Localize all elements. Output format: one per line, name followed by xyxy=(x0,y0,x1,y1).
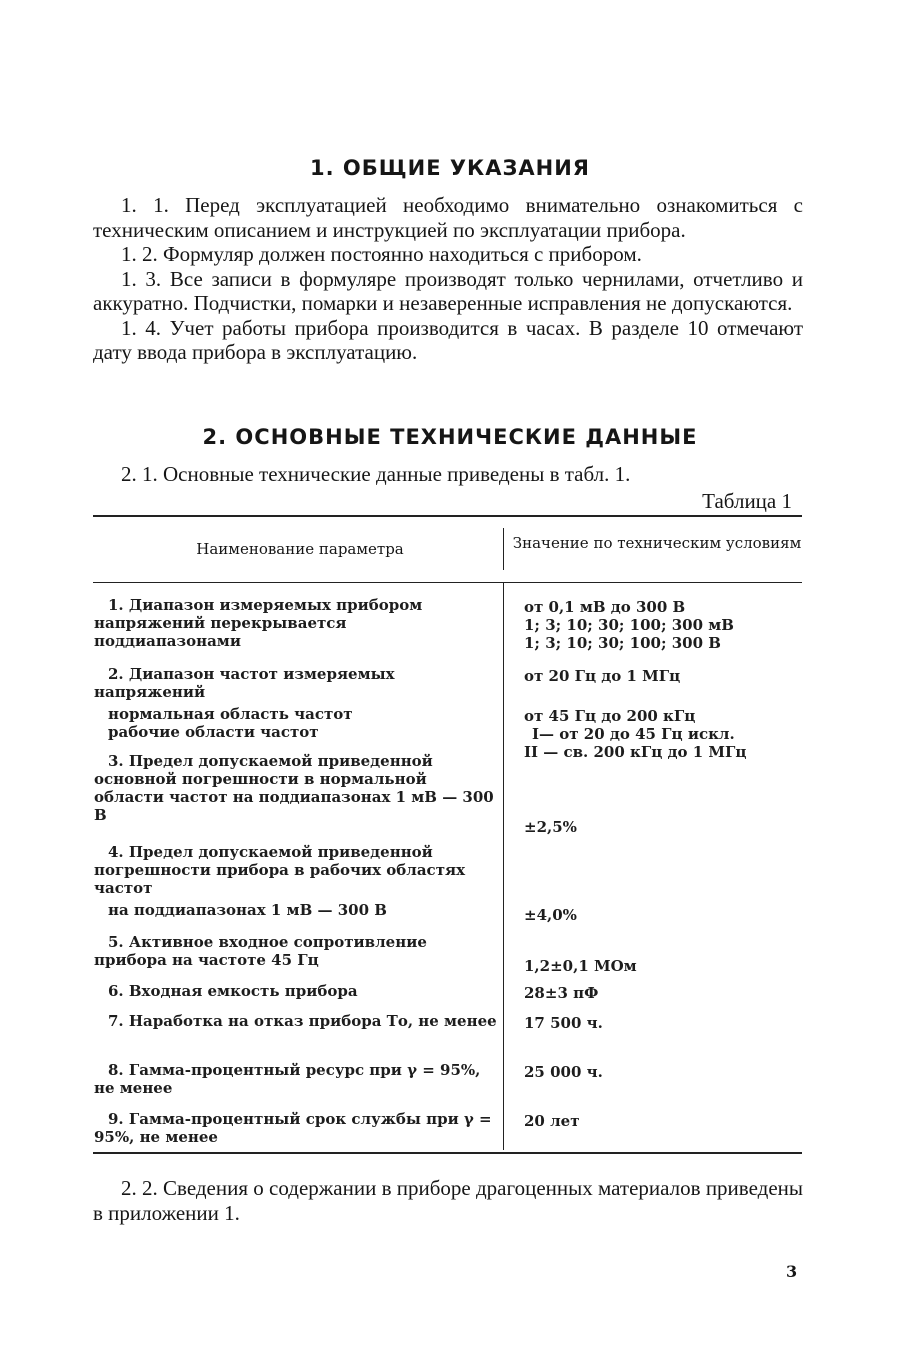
table-row-9-param: 9. Гамма-процентный срок службы при γ = 95%, не менее xyxy=(94,1110,492,1146)
section-1-title: 1. ОБЩИЕ УКАЗАНИЯ xyxy=(310,156,590,180)
page-number: 3 xyxy=(786,1262,798,1281)
table-row-2-param: 2. Диапазон частот измеряемых напряжений нормальная область частот рабочие области частот xyxy=(94,665,395,741)
section-2-intro xyxy=(93,462,803,487)
table-header-divider xyxy=(503,528,504,570)
table-header-param: Наименование параметра xyxy=(196,540,404,558)
table-column-divider xyxy=(503,583,504,1150)
paragraph-1-4: 1. 4. Учет работы прибора производится в часах. В разделе 10 отмечают дату ввода прибора в эксплуатацию. xyxy=(93,315,803,364)
table-row-6-value: 28±3 пФ xyxy=(524,984,599,1002)
section-2-title: 2. ОСНОВНЫЕ ТЕХНИЧЕСКИЕ ДАННЫЕ xyxy=(202,425,698,449)
table-row-4-value: ±4,0% xyxy=(524,906,577,924)
table-row-1-values: от 0,1 мВ до 300 В 1; 3; 10; 30; 100; 300 мВ 1; 3; 10; 30; 100; 300 В xyxy=(524,598,734,652)
paragraph-1-2: 1. 2. Формуляр должен постоянно находиться с прибором. xyxy=(121,242,642,266)
paragraph-1-1: 1. 1. Перед эксплуатацией необходимо внимательно ознакомиться с техническим описанием и инструкцией по эксплуатации прибора. xyxy=(93,193,803,242)
table-header-rule xyxy=(93,582,802,583)
section-2-footer xyxy=(93,1176,803,1226)
table-row-8-value: 25 000 ч. xyxy=(524,1063,603,1081)
table-row-1-param: 1. Диапазон измеряемых прибором напряжений перекрывается поддиапазонами xyxy=(94,596,423,650)
table-header-value: Значение по техническим условиям xyxy=(512,534,802,552)
table-row-4-param: 4. Предел допускаемой приведенной погрешности прибора в рабочих областях частот на поддиапазонах 1 мВ — 300 В xyxy=(94,843,466,919)
table-top-rule xyxy=(93,515,802,517)
paragraph-1-3: 1. 3. Все записи в формуляре производят только чернилами, отчетливо и аккуратно. Подчистки, помарки и незаверенные исправления не допускаются. xyxy=(93,266,803,315)
table-row-5-param: 5. Активное входное сопротивление прибора на частоте 45 Гц xyxy=(94,933,427,969)
table-row-7-param: 7. Наработка на отказ прибора То, не менее xyxy=(108,1012,497,1030)
table-row-7-value: 17 500 ч. xyxy=(524,1014,603,1032)
table-row-8-param: 8. Гамма-процентный ресурс при γ = 95%, не менее xyxy=(94,1061,481,1097)
paragraph-2-2: 2. 2. Сведения о содержании в приборе драгоценных материалов приведены в приложении 1. xyxy=(93,1176,803,1225)
table-row-2-values: от 20 Гц до 1 МГц от 45 Гц до 200 кГц I— от 20 до 45 Гц искл. II — св. 200 кГц до 1 МГц xyxy=(524,667,747,761)
table-row-5-value: 1,2±0,1 МОм xyxy=(524,957,637,975)
table-row-3-value: ±2,5% xyxy=(524,818,577,836)
table-row-6-param: 6. Входная емкость прибора xyxy=(108,982,358,1000)
table-caption: Таблица 1 xyxy=(702,489,792,513)
paragraph-2-1: 2. 1. Основные технические данные приведены в табл. 1. xyxy=(121,462,631,486)
table-row-9-value: 20 лет xyxy=(524,1112,580,1130)
table-row-3-param: 3. Предел допускаемой приведенной основной погрешности в нормальной области частот на поддиапазонах 1 мВ — 300 В xyxy=(94,752,494,824)
table-bottom-rule xyxy=(93,1152,802,1154)
section-1-body xyxy=(93,193,803,365)
